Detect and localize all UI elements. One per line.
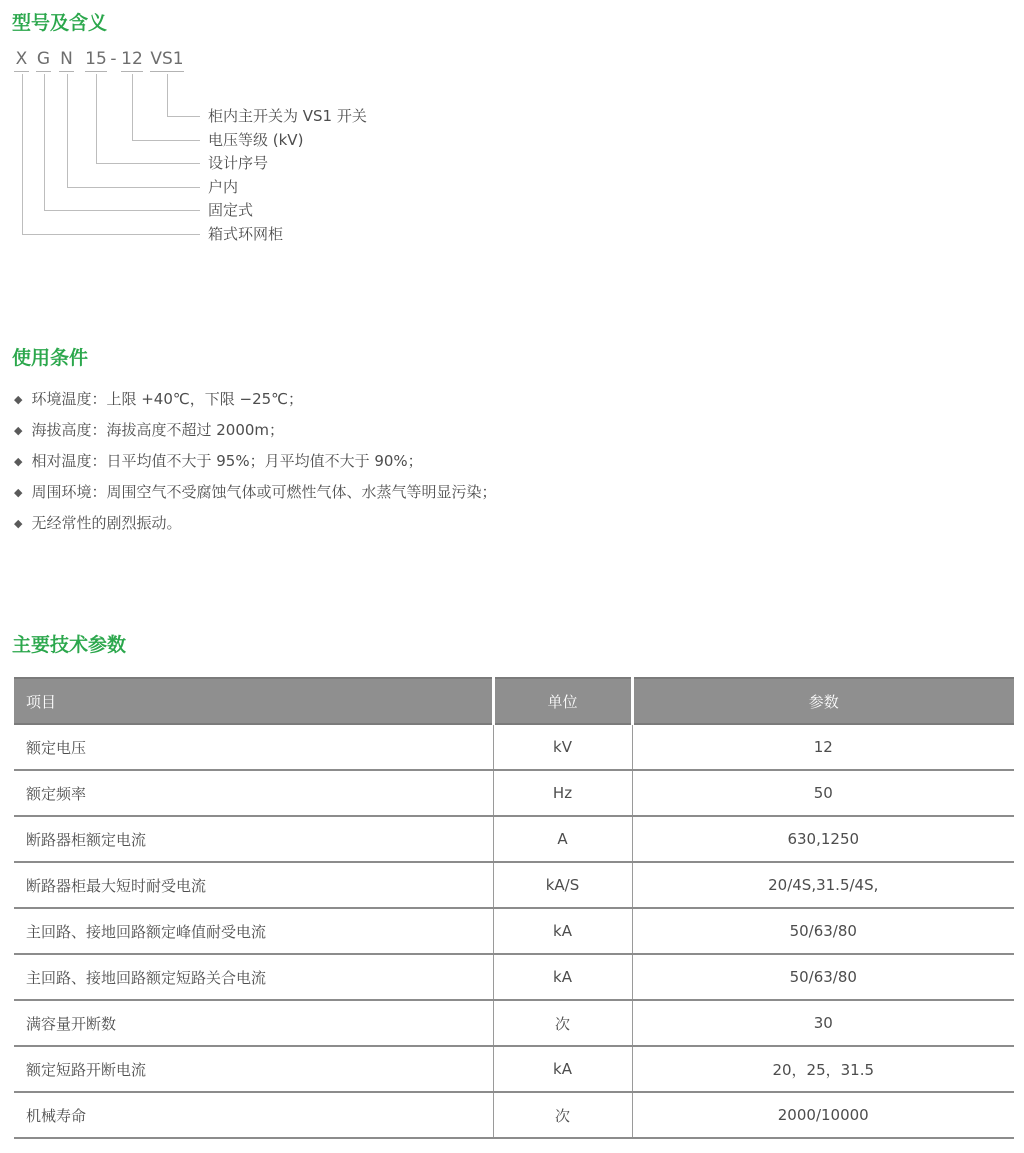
model-legend-label: 固定式 [208, 201, 254, 219]
model-legend-label: 柜内主开关为 VS1 开关 [208, 107, 367, 125]
leader-line-vertical [96, 74, 97, 163]
param-unit-cell: kA [493, 954, 632, 1000]
param-unit-cell: kA [493, 1046, 632, 1092]
usage-item [14, 446, 1024, 477]
diamond-bullet-icon: ◆ [14, 393, 23, 406]
leader-line-horizontal [132, 140, 200, 141]
param-name-cell: 满容量开断数 [14, 1000, 493, 1046]
leader-line-vertical [132, 74, 133, 140]
diamond-bullet-icon: ◆ [14, 486, 23, 499]
table-row [14, 816, 1014, 862]
model-diagram [0, 48, 1024, 248]
leader-line-vertical [67, 74, 68, 187]
params-table-head-row [14, 678, 1014, 724]
model-code-part: 15 [85, 48, 107, 72]
param-unit-cell: A [493, 816, 632, 862]
model-code-part: N [59, 48, 74, 72]
usage-item [14, 508, 1024, 539]
model-legend-label: 箱式环网柜 [208, 225, 284, 243]
model-code-part: X [14, 48, 29, 72]
model-legend-label: 电压等级 (kV) [208, 131, 304, 149]
param-value-cell: 630,1250 [632, 816, 1014, 862]
leader-line-horizontal [96, 163, 200, 164]
param-value-cell: 50 [632, 770, 1014, 816]
param-value-cell: 20，25，31.5 [632, 1046, 1014, 1092]
param-name-cell: 主回路、接地回路额定短路关合电流 [14, 954, 493, 1000]
page [0, 12, 1024, 1153]
model-code-part: 12 [121, 48, 143, 72]
leader-line-horizontal [167, 116, 200, 117]
usage-item [14, 384, 1024, 415]
leader-line-horizontal [44, 210, 201, 211]
param-unit-cell: 次 [493, 1092, 632, 1138]
params-table-header-cell: 参数 [632, 678, 1014, 724]
param-name-cell: 额定电压 [14, 724, 493, 770]
model-legend-label: 户内 [208, 178, 239, 196]
param-name-cell: 额定频率 [14, 770, 493, 816]
param-unit-cell: kA [493, 908, 632, 954]
usage-item-text: 相对温度：日平均值不大于 95%；月平均值不大于 90%； [31, 452, 423, 470]
usage-list [14, 384, 1024, 539]
params-table [14, 677, 1014, 1139]
param-value-cell: 2000/10000 [632, 1092, 1014, 1138]
leader-line-horizontal [22, 234, 201, 235]
param-unit-cell: kA/S [493, 862, 632, 908]
table-row [14, 1092, 1014, 1138]
params-table-header-cell: 项目 [14, 678, 493, 724]
table-row [14, 770, 1014, 816]
table-row [14, 724, 1014, 770]
param-unit-cell: kV [493, 724, 632, 770]
leader-line-vertical [167, 74, 168, 116]
param-value-cell: 50/63/80 [632, 908, 1014, 954]
param-name-cell: 主回路、接地回路额定峰值耐受电流 [14, 908, 493, 954]
leader-line-horizontal [67, 187, 201, 188]
params-table-body [14, 724, 1014, 1138]
usage-item [14, 477, 1024, 508]
model-legend-label: 设计序号 [208, 154, 269, 172]
usage-item-text: 无经常性的剧烈振动。 [31, 514, 182, 532]
leader-line-vertical [44, 74, 45, 210]
param-name-cell: 机械寿命 [14, 1092, 493, 1138]
diamond-bullet-icon: ◆ [14, 455, 23, 468]
param-name-cell: 额定短路开断电流 [14, 1046, 493, 1092]
usage-item-text: 海拔高度：海拔高度不超过 2000m； [31, 421, 285, 439]
diamond-bullet-icon: ◆ [14, 517, 23, 530]
param-value-cell: 30 [632, 1000, 1014, 1046]
model-code-part: - [110, 49, 117, 69]
table-row [14, 1000, 1014, 1046]
usage-item [14, 415, 1024, 446]
param-unit-cell: 次 [493, 1000, 632, 1046]
param-value-cell: 12 [632, 724, 1014, 770]
params-table-header-cell: 单位 [493, 678, 632, 724]
usage-item-text: 周围环境：周围空气不受腐蚀气体或可燃性气体、水蒸气等明显污染； [31, 483, 497, 501]
model-code-part: VS1 [150, 48, 184, 72]
leader-line-vertical [22, 74, 23, 234]
diamond-bullet-icon: ◆ [14, 424, 23, 437]
model-code-part: G [36, 48, 51, 72]
param-value-cell: 20/4S,31.5/4S, [632, 862, 1014, 908]
param-value-cell: 50/63/80 [632, 954, 1014, 1000]
param-name-cell: 断路器柜最大短时耐受电流 [14, 862, 493, 908]
usage-item-text: 环境温度：上限 +40℃，下限 −25℃； [31, 390, 304, 408]
table-row [14, 1046, 1014, 1092]
param-unit-cell: Hz [493, 770, 632, 816]
param-name-cell: 断路器柜额定电流 [14, 816, 493, 862]
table-row [14, 862, 1014, 908]
table-row [14, 908, 1014, 954]
model-section-title: 型号及含义 [12, 12, 108, 34]
table-row [14, 954, 1014, 1000]
usage-section-title: 使用条件 [12, 347, 89, 369]
params-section-title: 主要技术参数 [12, 634, 127, 656]
